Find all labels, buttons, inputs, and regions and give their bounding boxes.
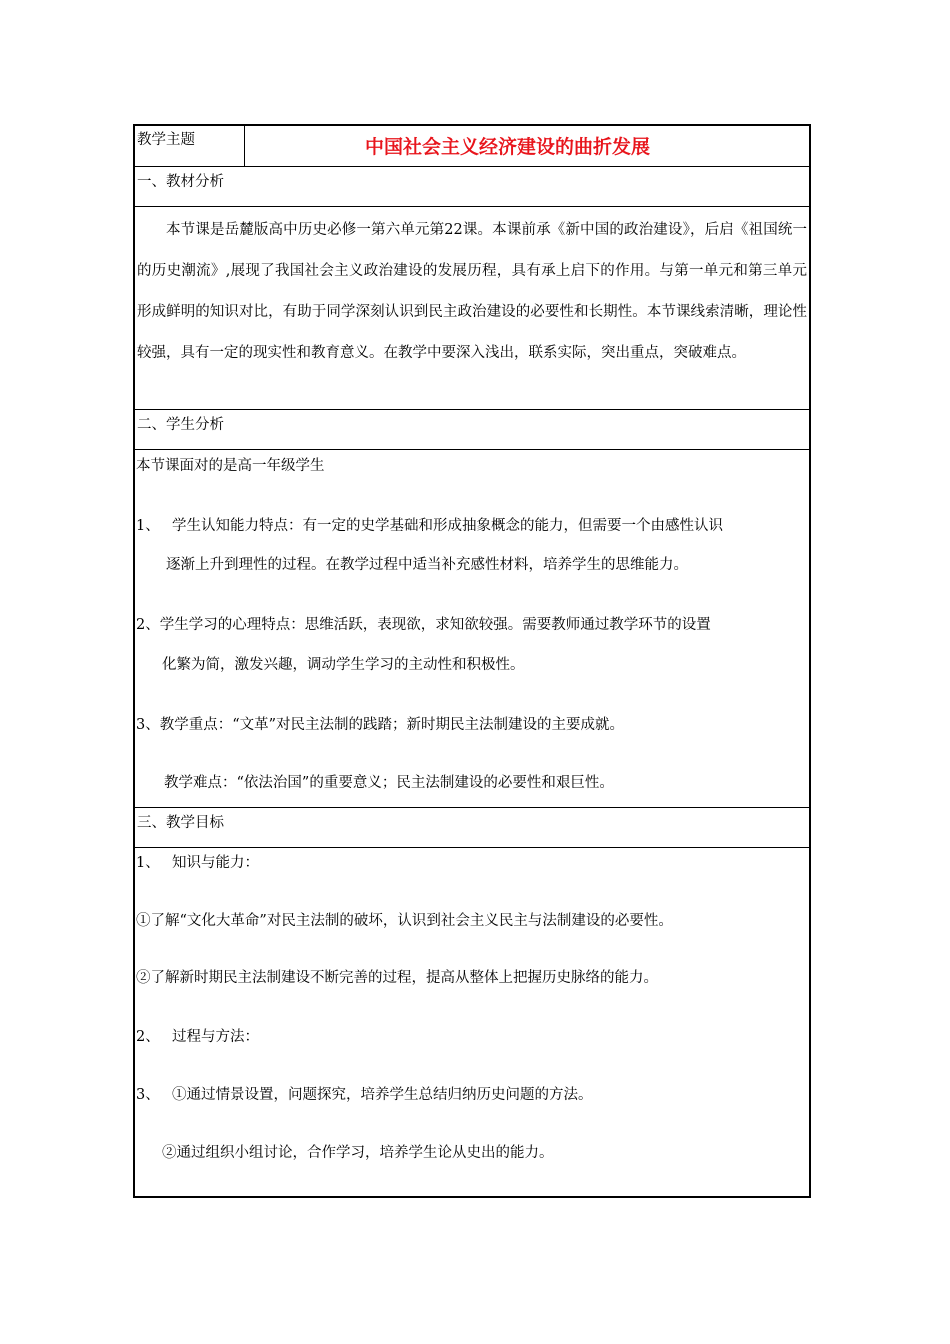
section2-item3-line1: 3、教学重点：“文革”对民主法制的践踏；新时期民主法制建设的主要成就。 — [136, 717, 625, 733]
section3-goal4: ②通过组织小组讨论，合作学习，培养学生论从史出的能力。 — [162, 1145, 554, 1161]
section2-item1-number: 1、 — [136, 518, 160, 534]
section2-heading-row — [135, 410, 809, 450]
section2-body-row — [135, 450, 809, 808]
section2-item1-line1: 学生认知能力特点：有一定的史学基础和形成抽象概念的能力，但需要一个由感性认识 — [172, 518, 723, 534]
section1-heading: 一、教材分析 — [137, 174, 224, 190]
section2-heading: 二、学生分析 — [137, 417, 224, 433]
section2-item1-line2: 逐渐上升到理性的过程。在教学过程中适当补充感性材料，培养学生的思维能力。 — [166, 557, 688, 573]
section1-heading-row — [135, 167, 809, 207]
section3-body-row — [135, 848, 809, 1198]
section3-item2-number: 2、 — [136, 1029, 160, 1045]
section3-item1-number: 1、 — [136, 855, 160, 871]
header-title-cell — [245, 126, 809, 166]
lesson-plan-table — [133, 124, 811, 1198]
section2-item2-line2: 化繁为简，激发兴趣，调动学生学习的主动性和积极性。 — [162, 657, 525, 673]
page-title: 中国社会主义经济建设的曲折发展 — [365, 136, 651, 158]
section3-item1: 知识与能力： — [172, 855, 259, 871]
section2-item2-line1: 2、学生学习的心理特点：思维活跃，表现欲，求知欲较强。需要教师通过教学环节的设置 — [136, 617, 711, 633]
header-label: 教学主题 — [137, 132, 195, 148]
section2-item3-line2: 教学难点：“依法治国”的重要意义；民主法制建设的必要性和艰巨性。 — [164, 775, 614, 791]
section3-goal1: ①了解“文化大革命”对民主法制的破坏，认识到社会主义民主与法制建设的必要性。 — [136, 913, 673, 929]
section3-heading-row — [135, 808, 809, 848]
section1-paragraph: 本节课是岳麓版高中历史必修一第六单元第22课。本课前承《新中国的政治建设》，后启《祖国统一的历史潮流》,展现了我国社会主义政治建设的发展历程，具有承上启下的作用。与第一单元和第三单元形成鲜明的知识对比，有助于同学深刻认识到民主政治建设的必要性和长期性。本节课线索清晰，理论性较强，具有一定的现实性和教育意义。在教学中要深入浅出，联系实际，突出重点，突破难点。 — [137, 222, 807, 361]
section1-body-row — [135, 207, 809, 410]
section3-item3: ①通过情景设置，问题探究，培养学生总结归纳历史问题的方法。 — [172, 1087, 593, 1103]
section3-item2: 过程与方法： — [172, 1029, 259, 1045]
header-row — [135, 126, 809, 167]
section3-heading: 三、教学目标 — [137, 815, 224, 831]
section3-goal2: ②了解新时期民主法制建设不断完善的过程，提高从整体上把握历史脉络的能力。 — [136, 970, 658, 986]
section3-item3-number: 3、 — [136, 1087, 160, 1103]
header-label-cell — [135, 126, 245, 166]
section2-intro: 本节课面对的是高一年级学生 — [136, 458, 325, 474]
